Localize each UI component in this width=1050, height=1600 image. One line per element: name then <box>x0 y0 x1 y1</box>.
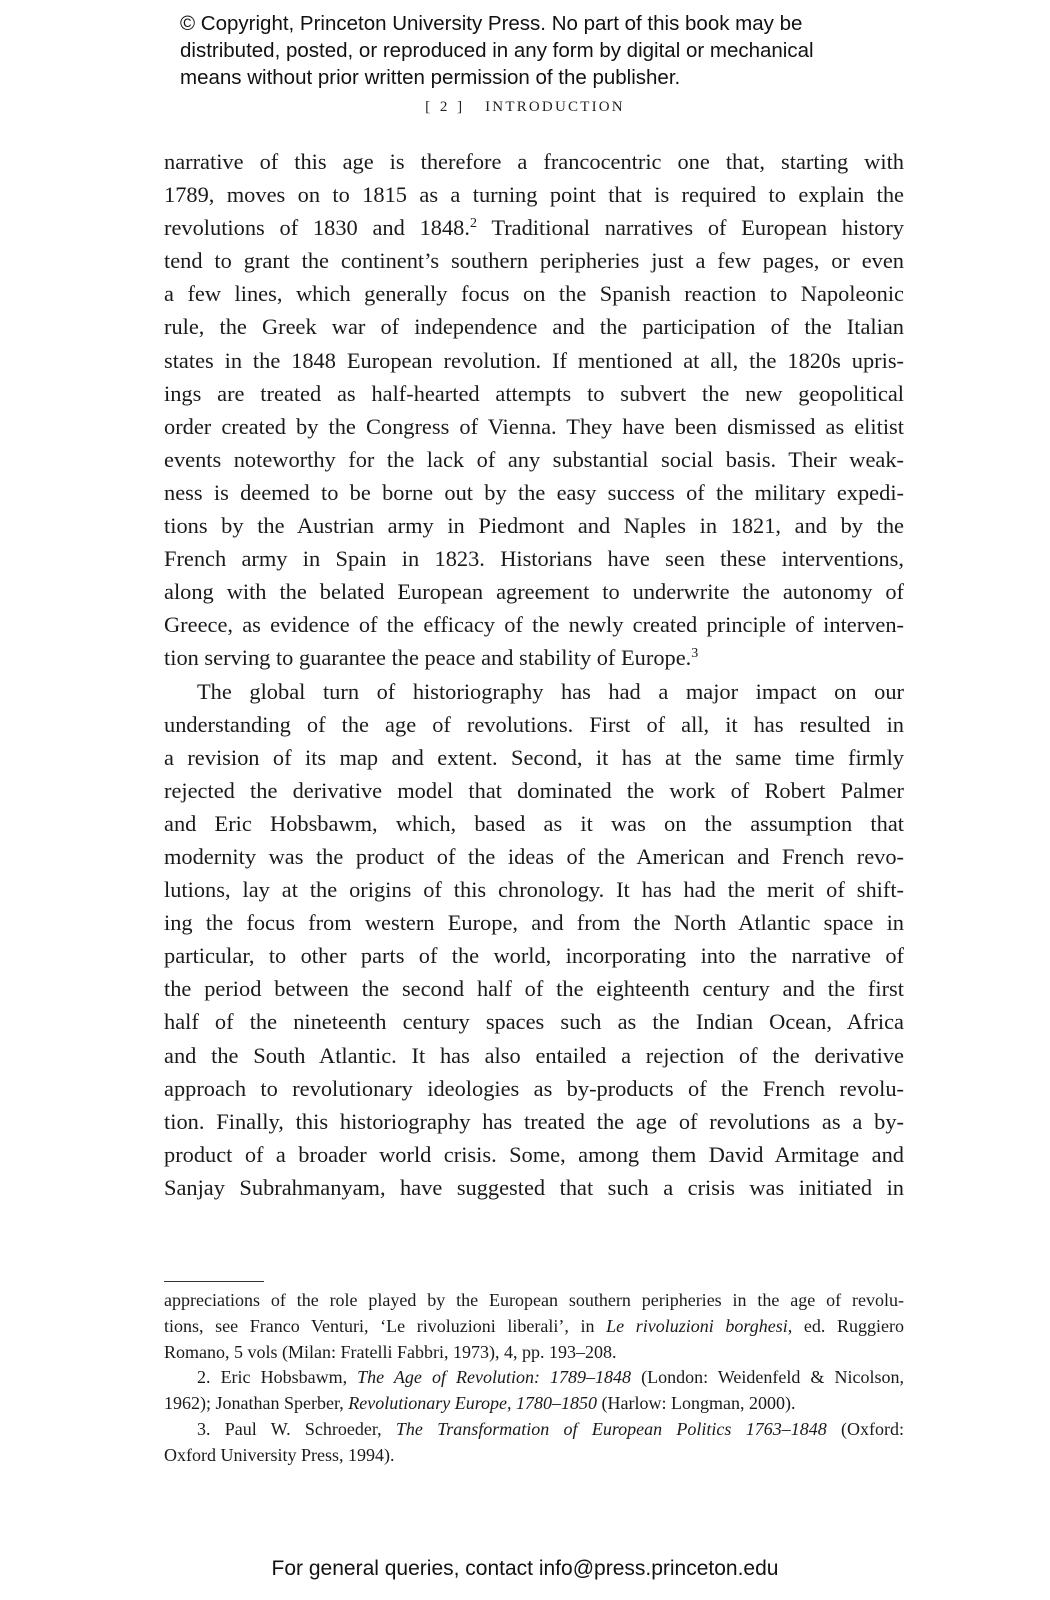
footnote-line: appreciations of the role played by the European southern peripheries in the age of revolu- <box>164 1290 904 1310</box>
text-segment: , ed. Ruggiero <box>787 1315 904 1336</box>
text-segment: tions, see Franco Venturi, ‘Le rivoluzioni liberali’, in <box>164 1315 607 1336</box>
text-line: ing the focus from western Europe, and from the North Atlantic space in <box>164 910 904 936</box>
text-line: ness is deemed to be borne out by the easy success of the military expedi- <box>164 479 904 505</box>
text-line: Sanjay Subrahmanyam, have suggested that such a crisis was initiated in <box>164 1174 904 1200</box>
footer-contact: For general queries, contact info@press.princeton.edu <box>271 1557 779 1580</box>
text-line: narrative of this age is therefore a francocentric one that, starting with <box>164 149 904 174</box>
text-segment: 3. Paul W. Schroeder, <box>197 1418 396 1439</box>
footnote-line <box>164 1314 904 1340</box>
text-line: ings are treated as half-hearted attempts to subvert the new geopolitical <box>164 380 904 406</box>
text-line: modernity was the product of the ideas of the American and French revo- <box>164 843 904 869</box>
text-line: tion. Finally, this historiography has treated the age of revolutions as a by- <box>164 1108 904 1134</box>
copyright-line: means without prior written permission of the publisher. <box>180 66 681 89</box>
text-line: order created by the Congress of Vienna. They have been dismissed as elitist <box>164 413 904 439</box>
text-segment: (London: Weidenfeld & Nicolson, <box>631 1367 904 1388</box>
text-line: Greece, as evidence of the efficacy of the newly created principle of interven- <box>164 612 904 638</box>
text-segment: Traditional narratives of European history <box>476 215 905 241</box>
footnotes <box>164 1288 904 1469</box>
text-line: particular, to other parts of the world, incorporating into the narrative of <box>164 943 904 969</box>
text-line: rejected the derivative model that dominated the work of Robert Palmer <box>164 777 904 803</box>
footnote-line: Oxford University Press, 1994). <box>164 1444 395 1465</box>
text-segment: tion serving to guarantee the peace and stability of Europe. <box>164 645 692 671</box>
copyright-line: distributed, posted, or reproduced in any form by digital or mechanical <box>180 39 814 62</box>
book-title: Le rivoluzioni borghesi <box>606 1315 788 1336</box>
text-line: product of a broader world crisis. Some, among them David Armitage and <box>164 1141 904 1167</box>
text-line: rule, the Greek war of independence and the participation of the Italian <box>164 314 904 340</box>
text-line: tend to grant the continent’s southern peripheries just a few pages, or even <box>164 248 904 274</box>
text-line: and the South Atlantic. It has also entailed a rejection of the derivative <box>164 1042 904 1068</box>
text-line: a revision of its map and extent. Second, it has at the same time firmly <box>164 744 904 770</box>
book-title: The Transformation of European Politics 1763–1848 <box>395 1418 827 1439</box>
text-line: a few lines, which generally focus on the Spanish reaction to Napoleonic <box>164 281 904 307</box>
text-line: understanding of the age of revolutions. First of all, it has resulted in <box>164 711 904 737</box>
running-head <box>0 99 1050 116</box>
text-segment: revolutions of 1830 and 1848. <box>164 215 470 241</box>
text-line: the period between the second half of the eighteenth century and the first <box>164 976 904 1002</box>
footnote-line: Romano, 5 vols (Milan: Fratelli Fabbri, 1973), 4, pp. 193–208. <box>164 1341 617 1362</box>
text-line: states in the 1848 European revolution. If mentioned at all, the 1820s upris- <box>164 347 904 373</box>
copyright-line: © Copyright, Princeton University Press. No part of this book may be <box>180 12 803 35</box>
text-line: 1789, moves on to 1815 as a turning point that is required to explain the <box>164 182 904 208</box>
footnote-ref-2[interactable]: 2 <box>469 216 477 232</box>
text-segment: (Oxford: <box>826 1418 904 1439</box>
book-title: Revolutionary Europe, 1780–1850 <box>348 1393 598 1414</box>
footnote-line <box>164 1391 904 1417</box>
body-text <box>164 145 904 1204</box>
text-line: half of the nineteenth century spaces such as the Indian Ocean, Africa <box>164 1009 904 1035</box>
text-line: along with the belated European agreement to underwrite the autonomy of <box>164 579 904 605</box>
text-line <box>164 641 904 674</box>
book-title: The Age of Revolution: 1789–1848 <box>357 1367 632 1388</box>
footnote-divider <box>164 1281 264 1282</box>
text-line: French army in Spain in 1823. Historians have seen these interventions, <box>164 546 904 572</box>
footnote-3 <box>164 1417 904 1443</box>
text-segment: 1962); Jonathan Sperber, <box>164 1393 349 1414</box>
copyright-notice <box>180 10 900 91</box>
text-line: tions by the Austrian army in Piedmont and Naples in 1821, and by the <box>164 513 904 539</box>
section-title: INTRODUCTION <box>485 99 625 115</box>
page-number: [ 2 ] <box>425 99 466 115</box>
text-line <box>164 211 904 244</box>
text-line: lutions, lay at the origins of this chronology. It has had the merit of shift- <box>164 877 904 903</box>
footnote-ref-3[interactable]: 3 <box>691 646 699 662</box>
text-line: The global turn of historiography has had a major impact on our <box>197 678 904 704</box>
text-line: and Eric Hobsbawm, which, based as it was on the assumption that <box>164 810 904 836</box>
text-segment: (Harlow: Longman, 2000). <box>597 1393 796 1414</box>
text-line: approach to revolutionary ideologies as by-products of the French revolu- <box>164 1075 904 1101</box>
text-segment: 2. Eric Hobsbawm, <box>197 1367 358 1388</box>
text-line: events noteworthy for the lack of any substantial social basis. Their weak- <box>164 446 904 472</box>
footnote-2 <box>164 1365 904 1391</box>
